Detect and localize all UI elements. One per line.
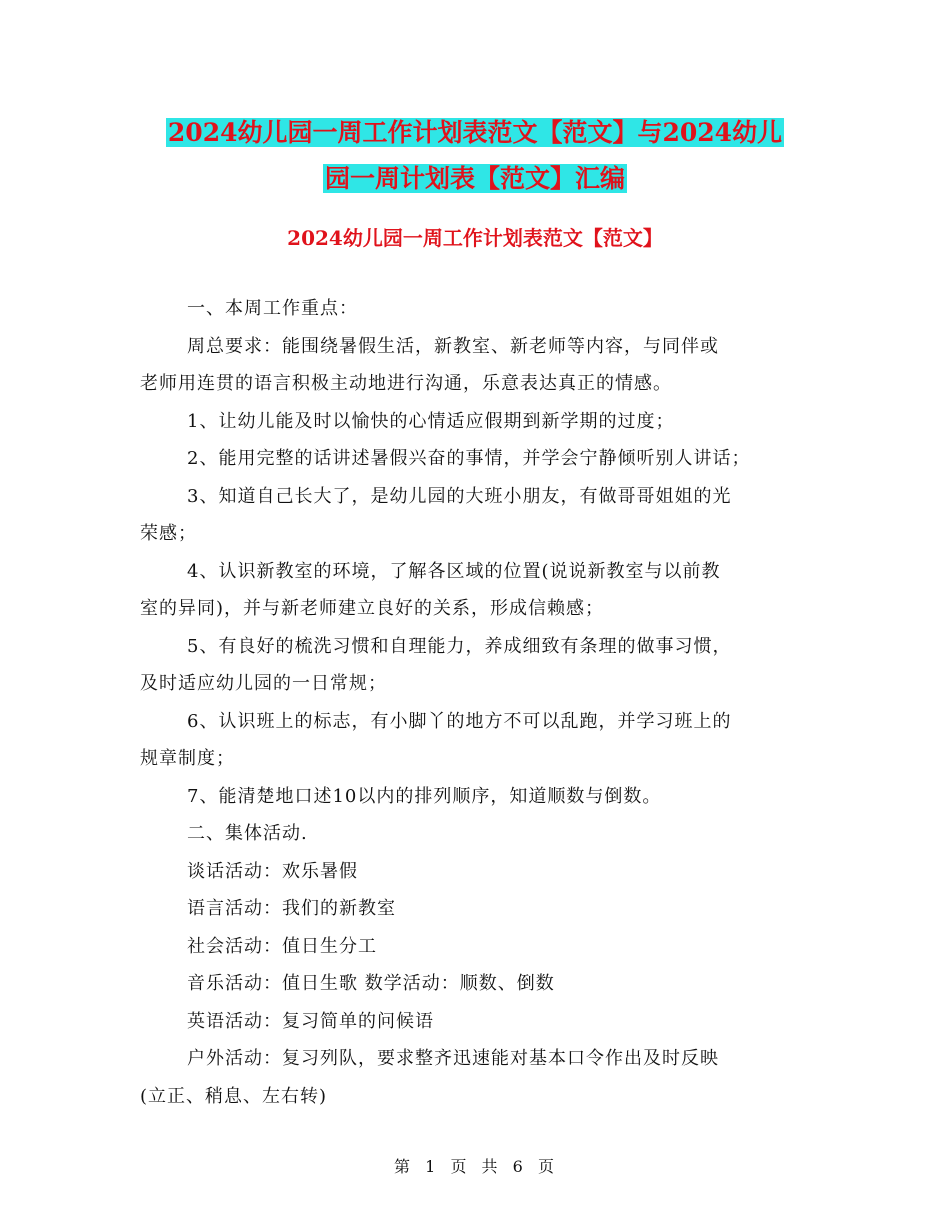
paragraph: [140, 478, 812, 553]
paragraph-line: 二、集体活动.: [187, 823, 308, 844]
paragraph-line: 3、知道自己长大了，是幼儿园的大班小朋友，有做哥哥姐姐的光: [187, 485, 732, 507]
paragraph: [140, 1003, 812, 1041]
title-line-2: 园一周计划表【范文】汇编: [324, 164, 625, 193]
paragraph: [140, 440, 812, 478]
paragraph: [140, 403, 812, 441]
paragraph: [140, 778, 812, 816]
document-body: [140, 290, 812, 1115]
paragraph-line: 老师用连贯的语言积极主动地进行沟通，乐意表达真正的情感。: [140, 373, 672, 394]
paragraph-line: 户外活动：复习列队，要求整齐迅速能对基本口令作出及时反映: [187, 1048, 719, 1069]
title-line-1: 2024幼儿园一周工作计划表范文【范文】与2024幼儿: [167, 118, 783, 147]
page-footer: [0, 1154, 950, 1177]
document-title: [140, 110, 810, 202]
paragraph: [140, 553, 812, 628]
paragraph-line: 社会活动：值日生分工: [187, 935, 377, 957]
paragraph-line: 荣感；: [140, 523, 197, 544]
paragraph-line: 语言活动：我们的新教室: [187, 898, 396, 919]
paragraph: [140, 628, 812, 703]
paragraph: [140, 1040, 812, 1115]
footer-label-page: 第: [394, 1157, 413, 1176]
paragraph: [140, 928, 812, 966]
paragraph: [140, 815, 812, 853]
footer-label-total: 共: [481, 1157, 500, 1176]
paragraph-line: 2、能用完整的话讲述暑假兴奋的事情，并学会宁静倾听别人讲话；: [187, 448, 751, 469]
paragraph: [140, 328, 812, 403]
paragraph-line: 6、认识班上的标志，有小脚丫的地方不可以乱跑，并学习班上的: [187, 710, 732, 732]
paragraph: [140, 290, 812, 328]
paragraph: [140, 890, 812, 928]
paragraph-line: 1、让幼儿能及时以愉快的心情适应假期到新学期的过度；: [187, 410, 675, 432]
footer-label-unit-2: 页: [537, 1157, 556, 1176]
footer-label-unit: 页: [450, 1157, 469, 1176]
paragraph-line: 英语活动：复习简单的问候语: [187, 1010, 434, 1032]
paragraph-line: 7、能清楚地口述10以内的排列顺序，知道顺数与倒数。: [187, 785, 662, 807]
paragraph: [140, 853, 812, 891]
footer-total-pages: 6: [512, 1157, 525, 1176]
paragraph-line: 室的异同)，并与新老师建立良好的关系，形成信赖感；: [140, 598, 605, 619]
paragraph-line: 4、认识新教室的环境，了解各区域的位置(说说新教室与以前教: [187, 560, 721, 582]
paragraph: [140, 703, 812, 778]
paragraph-line: 5、有良好的梳洗习惯和自理能力，养成细致有条理的做事习惯，: [187, 635, 732, 657]
paragraph-line: 及时适应幼儿园的一日常规；: [140, 673, 387, 694]
paragraph-line: 音乐活动：值日生歌 数学活动：顺数、倒数: [187, 973, 555, 994]
footer-current-page: 1: [425, 1157, 438, 1176]
paragraph: [140, 965, 812, 1003]
paragraph-line: 一、本周工作重点：: [187, 298, 358, 319]
paragraph-line: 规章制度；: [140, 748, 235, 769]
section-subtitle: 2024幼儿园一周工作计划表范文【范文】: [287, 226, 663, 250]
paragraph-line: 周总要求：能围绕暑假生活，新教室、新老师等内容，与同伴或: [187, 335, 719, 357]
paragraph-line: (立正、稍息、左右转): [140, 1085, 328, 1107]
paragraph-line: 谈话活动：欢乐暑假: [187, 860, 358, 882]
